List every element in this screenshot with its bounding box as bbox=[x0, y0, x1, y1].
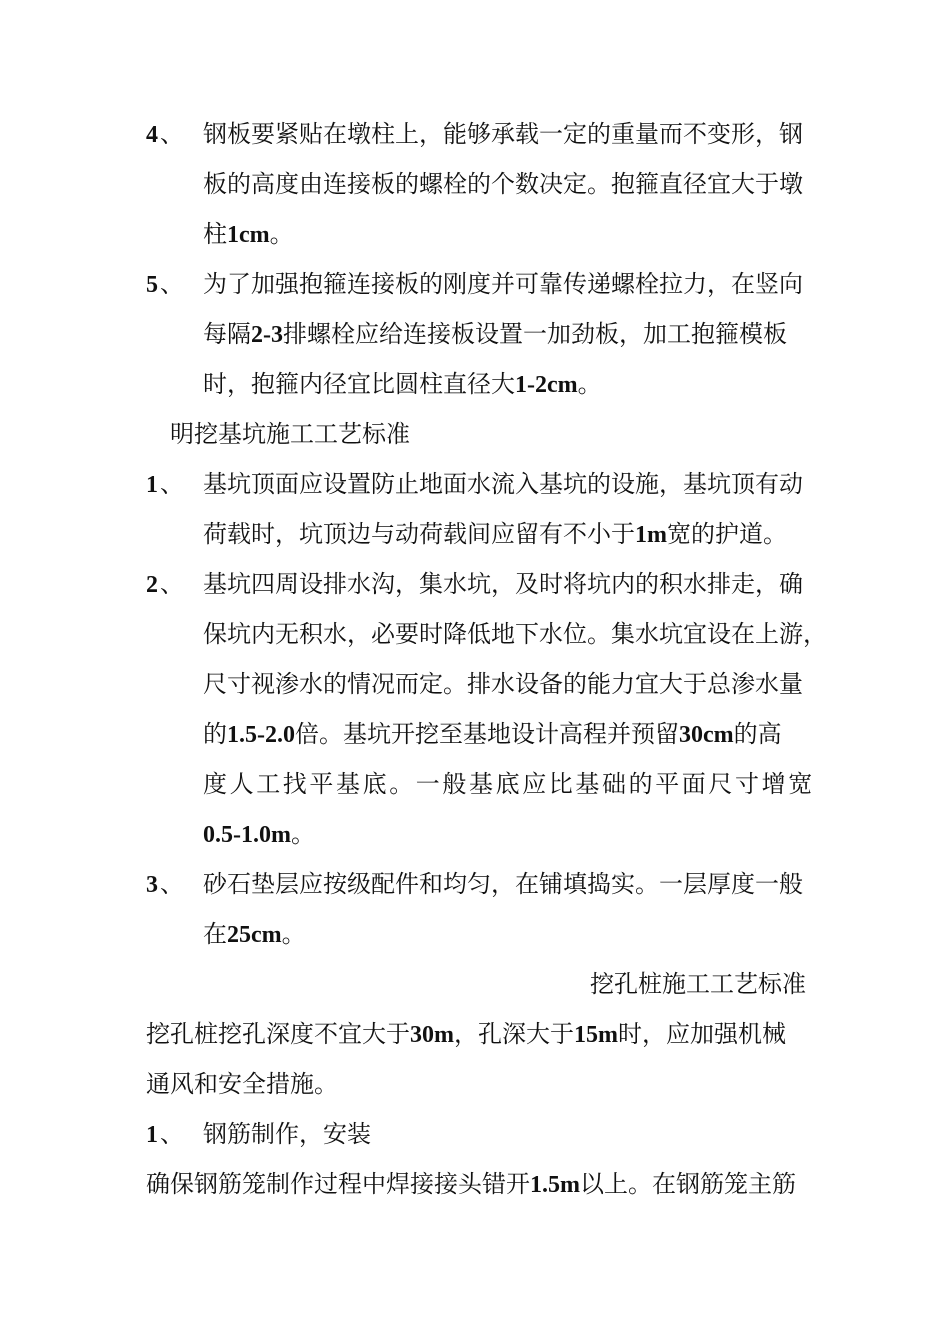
item-number: 3、 bbox=[146, 870, 184, 898]
item-number: 2、 bbox=[146, 570, 184, 598]
item-number: 1、 bbox=[146, 1120, 184, 1148]
item-number: 4、 bbox=[146, 120, 184, 148]
item-number: 5、 bbox=[146, 270, 184, 298]
item-number: 1、 bbox=[146, 470, 184, 498]
document-page: 4、 钢板要紧贴在墩柱上，能够承载一定的重量而不变形，钢 板的高度由连接板的螺栓的个数决定。抱箍直径宜大于墩 柱1cm。 5、 为了加强抱箍连接板的刚度并可靠传递螺栓拉力，在竖向 每隔2-3排螺栓应给连接板设置一加劲板，加工抱箍模板 时，抱箍内径宜比圆柱直径大1-2cm。 明挖基坑施工工艺标准 1、 基坑顶面应设置防止地面水流入基坑的设施，基坑顶有动 荷载时，坑顶边与动荷载间应留有不小于1m宽的护道。 2、 基坑四周设排水沟，集水坑，及时将坑内的积水排走，确 保坑内无积水，必要时降低地下水位。集水坑宜设在上游， 尺寸视渗水的情况而定。排水设备的能力宜大于总渗水量 的1.5-2.0倍。基坑开挖至基地设计高程并预留30cm的高 度人工找平基底。一般基底应比基础的平面尺寸增宽 0.5-1.0m。 3、 砂石垫层应按级配件和均匀，在铺填捣实。一层厚度一般 在25cm。 挖孔桩施工工艺标准 挖孔桩挖孔深度不宜大于30m，孔深大于15m时，应加强机械 通风和安全措施。 1、 钢筋制作，安装 确保钢筋笼制作过程中焊接接头错开1.5m以上。在钢筋笼主筋 bbox=[146, 120, 827, 1198]
